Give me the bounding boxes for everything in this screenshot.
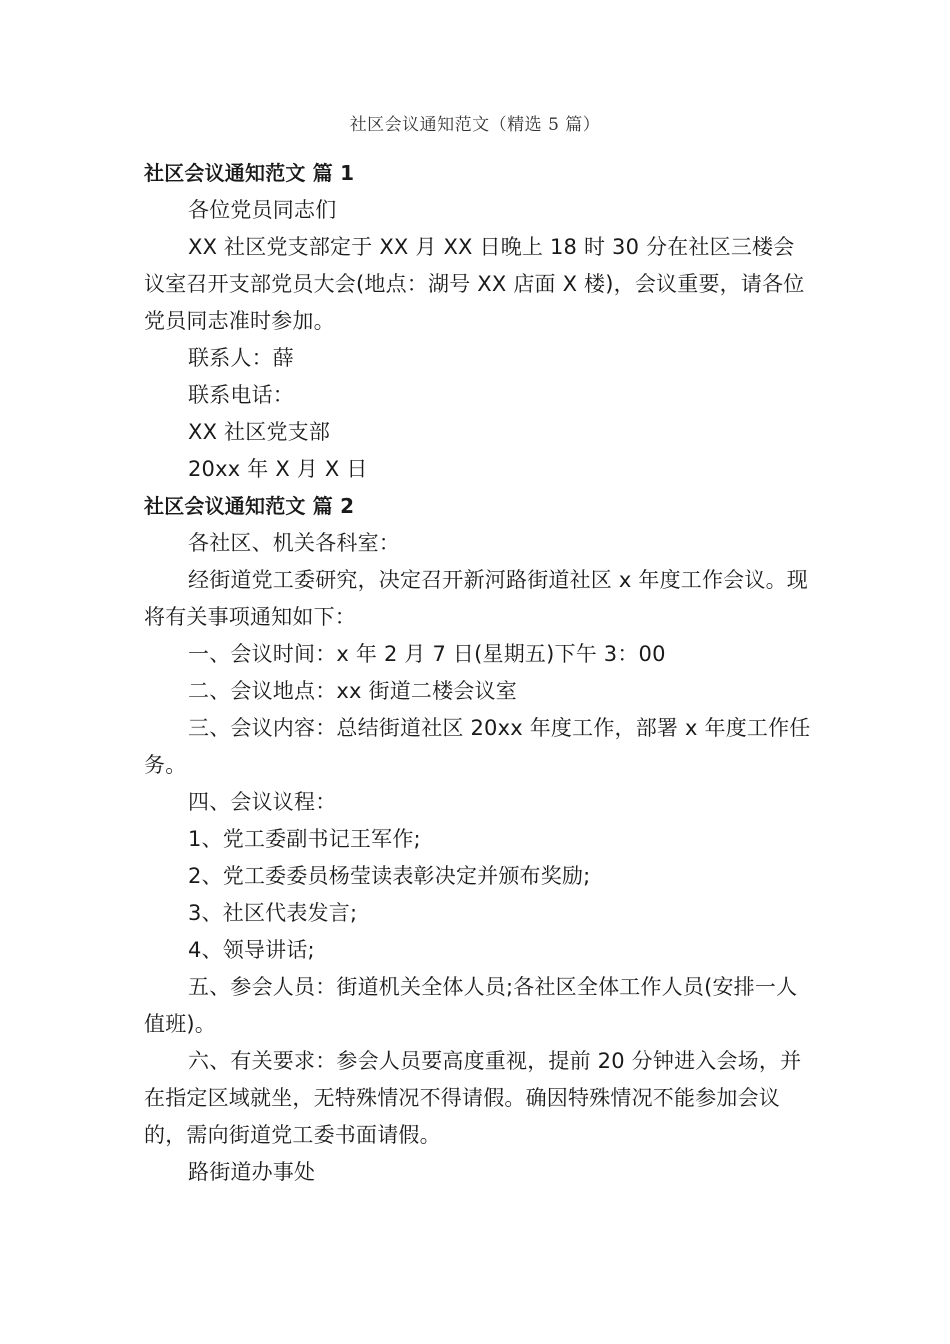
meeting-content: 三、会议内容：总结街道社区 20xx 年度工作，部署 x 年度工作任务。 [144,716,811,777]
requirements: 六、有关要求：参会人员要高度重视，提前 20 分钟进入会场，并在指定区域就坐，无特殊情况不得请假。确因特殊情况不能参加会议的，需向街道党工委书面请假。 [144,1049,802,1147]
contact-person: 联系人：薛 [188,346,294,370]
meeting-time: 一、会议时间：x 年 2 月 7 日(星期五)下午 3：00 [188,642,666,666]
section-1 [144,155,812,488]
agenda-item: 2、党工委委员杨莹读表彰决定并颁布奖励; [188,864,591,888]
section-heading: 社区会议通知范文 篇 2 [144,494,355,518]
signature-org: 路街道办事处 [188,1160,316,1184]
signature-org: XX 社区党支部 [188,420,331,444]
agenda-item: 1、党工委副书记王军作; [188,827,421,851]
agenda-heading: 四、会议议程： [188,790,337,814]
salutation: 各位党员同志们 [188,198,337,222]
notice-paragraph: XX 社区党支部定于 XX 月 XX 日晚上 18 时 30 分在社区三楼会议室召开支部党员大会(地点：湖号 XX 店面 X 楼)，会议重要，请各位党员同志准时参加。 [144,235,805,333]
section-heading: 社区会议通知范文 篇 1 [144,161,355,185]
section-2 [144,488,812,1191]
document-title: 社区会议通知范文（精选 5 篇） [349,115,601,135]
agenda-item: 4、领导讲话; [188,938,315,962]
attendees: 五、参会人员：街道机关全体人员;各社区全体工作人员(安排一人值班)。 [144,975,798,1036]
document-body [144,155,812,1191]
intro-paragraph: 经街道党工委研究，决定召开新河路街道社区 x 年度工作会议。现将有关事项通知如下： [144,568,808,629]
contact-phone: 联系电话： [188,383,294,407]
agenda-item: 3、社区代表发言; [188,901,358,925]
signature-date: 20xx 年 X 月 X 日 [188,457,368,481]
meeting-location: 二、会议地点：xx 街道二楼会议室 [188,679,517,703]
salutation: 各社区、机关各科室： [188,531,400,555]
